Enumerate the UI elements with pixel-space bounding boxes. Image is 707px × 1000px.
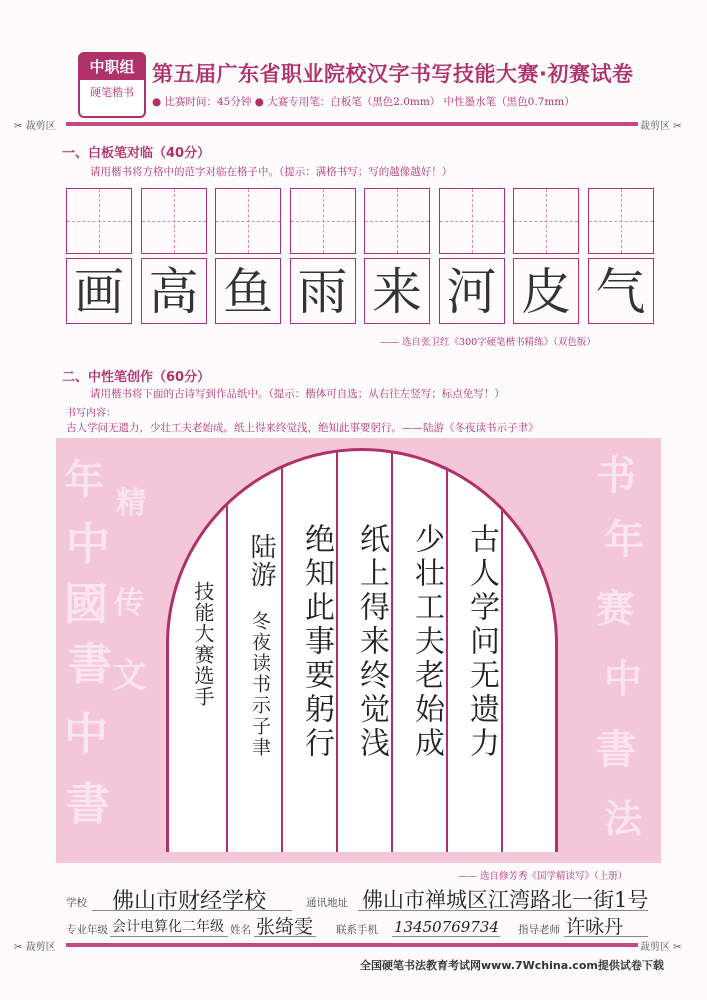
composition-paper — [56, 438, 661, 863]
top-right-cut-mark — [640, 117, 682, 132]
poem-author: 陆游 — [246, 533, 276, 589]
phone-underline — [392, 936, 500, 937]
teacher-field[interactable]: 许咏丹 — [566, 916, 624, 938]
bottom-left-cut-mark — [14, 938, 56, 953]
watermark-glyph: 國 — [64, 579, 108, 630]
school-label: 学校 — [66, 897, 87, 909]
address-field[interactable]: 佛山市禅城区江湾路北一街1号 — [362, 888, 649, 912]
cut-area-label: 裁剪区 — [25, 121, 56, 132]
phone-label: 联系手机 — [336, 924, 378, 936]
watermark-glyph: 年 — [64, 456, 104, 503]
scissors-icon: ✂ — [673, 942, 682, 953]
major-underline — [110, 936, 228, 937]
watermark-glyph: 書 — [68, 639, 112, 690]
bottom-cut-band — [66, 943, 638, 947]
practice-cell[interactable] — [364, 188, 430, 254]
model-character: 河 — [446, 263, 497, 321]
exam-rules: ● 比赛时间：45分钟 ● 大赛专用笔：白板笔（黑色2.0mm） 中性墨水笔（黑色0.7mm） — [152, 96, 575, 108]
model-character: 皮 — [521, 263, 571, 321]
watermark-glyph: 法 — [604, 796, 643, 841]
watermark-glyph: 中 — [604, 656, 643, 701]
model-character-cell — [513, 258, 579, 324]
top-cut-band — [66, 122, 638, 126]
school-underline — [92, 910, 292, 911]
watermark-glyph: 精 — [116, 486, 146, 521]
column-divider — [226, 451, 228, 852]
major-label: 专业年级 — [66, 924, 108, 936]
writer-signature: 技能大赛选手 — [191, 581, 215, 707]
watermark-glyph: 赛 — [596, 586, 635, 631]
major-field[interactable]: 会计电算化二年级 — [112, 919, 224, 935]
poem-line-3: 纸上得来终觉浅 — [354, 523, 389, 761]
footer-download-note: 全国硬笔书法教育考试网www.7Wchina.com提供试卷下载 — [360, 959, 664, 972]
practice-cell[interactable] — [290, 188, 356, 254]
model-character: 雨 — [297, 263, 348, 321]
address-label: 通讯地址 — [306, 897, 348, 909]
address-underline — [358, 910, 648, 911]
watermark-glyph: 書 — [66, 779, 110, 830]
section1-credit: —— 选自张卫红《300字硬笔楷书精练》（双色版） — [380, 337, 596, 348]
badge-category: 中职组 — [80, 54, 144, 80]
model-character-cell — [141, 258, 207, 324]
model-character-cell — [439, 258, 505, 324]
watermark-glyph: 中 — [66, 519, 110, 570]
section2-credit: —— 选自修芳秀《国学精读写》（上册） — [458, 871, 628, 882]
watermark-glyph: 文 — [112, 656, 146, 696]
model-character-cell — [215, 258, 281, 324]
name-label: 姓名 — [230, 924, 251, 936]
model-character-cell — [290, 258, 356, 324]
practice-cell[interactable] — [141, 188, 207, 254]
model-character: 气 — [595, 263, 646, 321]
poem-arch-frame — [166, 448, 558, 852]
model-character: 来 — [372, 263, 422, 321]
watermark-glyph: 书 — [596, 452, 636, 499]
teacher-label: 指导老师 — [518, 924, 560, 936]
section2-instruction: 请用楷书将下面的古诗写到作品纸中。（提示：楷体可自选；从右往左竖写；标点免写！） — [90, 388, 505, 400]
poem-line-2: 少壮工夫老始成 — [409, 523, 444, 761]
practice-cell[interactable] — [513, 188, 579, 254]
model-character: 画 — [74, 263, 124, 321]
cut-area-label: 裁剪区 — [640, 942, 670, 953]
exam-title: 第五届广东省职业院校汉字书写技能大赛·初赛试卷 — [152, 62, 634, 86]
practice-cell[interactable] — [588, 188, 654, 254]
section1-heading: 一、白板笔对临（40分） — [62, 146, 211, 161]
model-character-cell — [66, 258, 132, 324]
name-field[interactable]: 张绮雯 — [256, 916, 314, 938]
poem-line-1: 古人学问无遗力 — [464, 523, 499, 761]
practice-cell[interactable] — [66, 188, 132, 254]
watermark-glyph: 年 — [604, 516, 644, 563]
practice-cell[interactable] — [215, 188, 281, 254]
section1-instruction: 请用楷书将方格中的范字对临在格子中。（提示：满格书写；写的越像越好！） — [90, 166, 453, 178]
category-badge — [78, 52, 146, 118]
scissors-icon: ✂ — [14, 121, 23, 132]
scissors-icon: ✂ — [14, 942, 23, 953]
name-underline — [254, 936, 316, 937]
model-character: 高 — [148, 263, 199, 321]
cut-area-label: 裁剪区 — [640, 121, 670, 132]
top-left-cut-mark — [14, 117, 56, 132]
bottom-right-cut-mark — [640, 938, 682, 953]
badge-subcategory: 硬笔楷书 — [90, 86, 134, 99]
poem-content: 古人学问无遗力，少壮工夫老始成。纸上得来终觉浅，绝知此事要躬行。——陆游《冬夜读书示子聿》 — [66, 422, 539, 434]
school-field[interactable]: 佛山市财经学校 — [112, 889, 267, 914]
model-character: 鱼 — [223, 263, 273, 321]
section2-heading: 二、中性笔创作（60分） — [62, 370, 211, 385]
poem-title: 冬夜读书示子聿 — [249, 611, 271, 758]
teacher-underline — [564, 936, 648, 937]
scissors-icon: ✂ — [673, 121, 682, 132]
content-label: 书写内容： — [66, 408, 116, 419]
practice-cell[interactable] — [439, 188, 505, 254]
poem-line-4: 绝知此事要躬行 — [299, 523, 334, 761]
watermark-glyph: 传 — [114, 586, 144, 621]
phone-field[interactable]: 13450769734 — [394, 918, 499, 936]
cut-area-label: 裁剪区 — [25, 942, 56, 953]
model-character-cell — [364, 258, 430, 324]
watermark-glyph: 中 — [64, 709, 108, 760]
model-character-cell — [588, 258, 654, 324]
watermark-glyph: 書 — [596, 726, 636, 773]
column-divider — [281, 451, 283, 852]
